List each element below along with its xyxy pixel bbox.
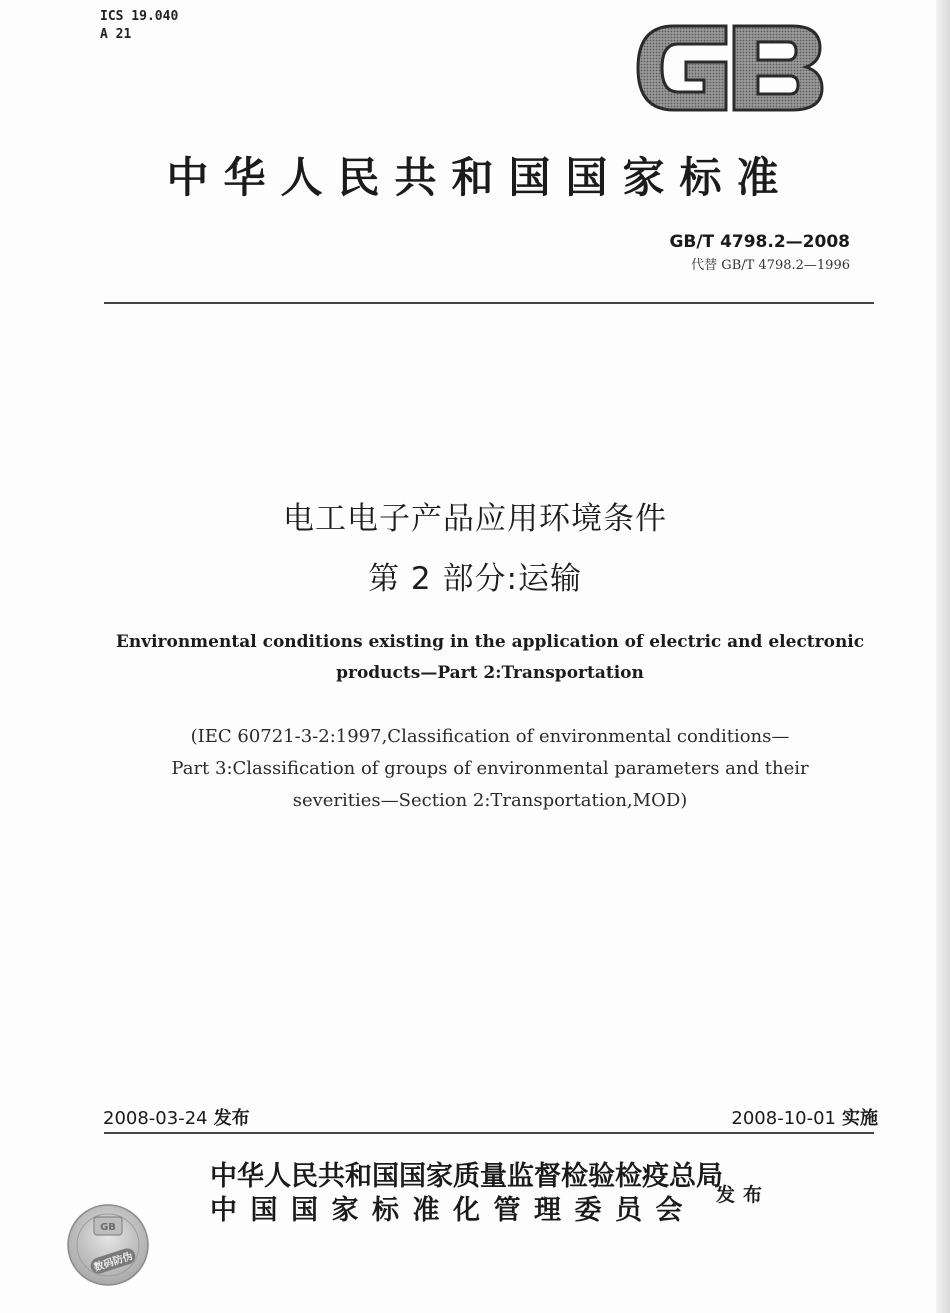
publish-label: 发布 bbox=[213, 1108, 250, 1129]
implement-label: 实施 bbox=[842, 1108, 878, 1129]
svg-text:GB: GB bbox=[100, 1222, 116, 1233]
issuer-line1: 中华人民共和国国家质量监督检验检疫总局 bbox=[210, 1161, 723, 1192]
seal-text: 数码防伪 bbox=[92, 1251, 135, 1274]
publish-date bbox=[103, 1104, 250, 1130]
gb-logo-icon bbox=[634, 18, 826, 118]
english-title-line2: products—Part 2:Transportation bbox=[336, 663, 644, 683]
ics-code: ICS 19.040 bbox=[100, 9, 179, 24]
chinese-title-line2: 第 2 部分:运输 bbox=[368, 561, 582, 597]
header-divider bbox=[104, 302, 874, 304]
english-title-line1: Environmental conditions existing in the application of electric and electronic bbox=[115, 632, 865, 652]
issuer-line2: 中国国家标准化管理委员会 bbox=[210, 1195, 696, 1226]
logo-text: GB bbox=[729, 78, 731, 79]
classification-codes bbox=[100, 8, 178, 44]
standard-number: GB/T 4798.2—2008 bbox=[669, 232, 850, 252]
iec-reference bbox=[120, 721, 860, 817]
footer-divider bbox=[104, 1132, 874, 1134]
national-standard-title: 中华人民共和国国家标准 bbox=[166, 153, 794, 202]
iec-reference-line3: severities—Section 2:Transportation,MOD) bbox=[292, 790, 688, 811]
iec-reference-line1: (IEC 60721-3-2:1997,Classification of environmental conditions— bbox=[190, 726, 790, 747]
iec-reference-line2: Part 3:Classification of groups of environmental parameters and their bbox=[171, 758, 809, 779]
implement-date-value: 2008-10-01 bbox=[731, 1108, 836, 1129]
replaces-standard: 代替 GB/T 4798.2—1996 bbox=[691, 258, 850, 273]
category-code: A 21 bbox=[100, 27, 132, 42]
implement-date bbox=[731, 1104, 878, 1130]
anti-counterfeit-seal-icon bbox=[66, 1203, 150, 1287]
issuing-authorities bbox=[210, 1160, 723, 1228]
chinese-title-line1: 电工电子产品应用环境条件 bbox=[283, 501, 667, 537]
issue-word: 发布 bbox=[716, 1184, 771, 1206]
english-title bbox=[100, 627, 880, 689]
publish-date-value: 2008-03-24 bbox=[103, 1108, 208, 1129]
